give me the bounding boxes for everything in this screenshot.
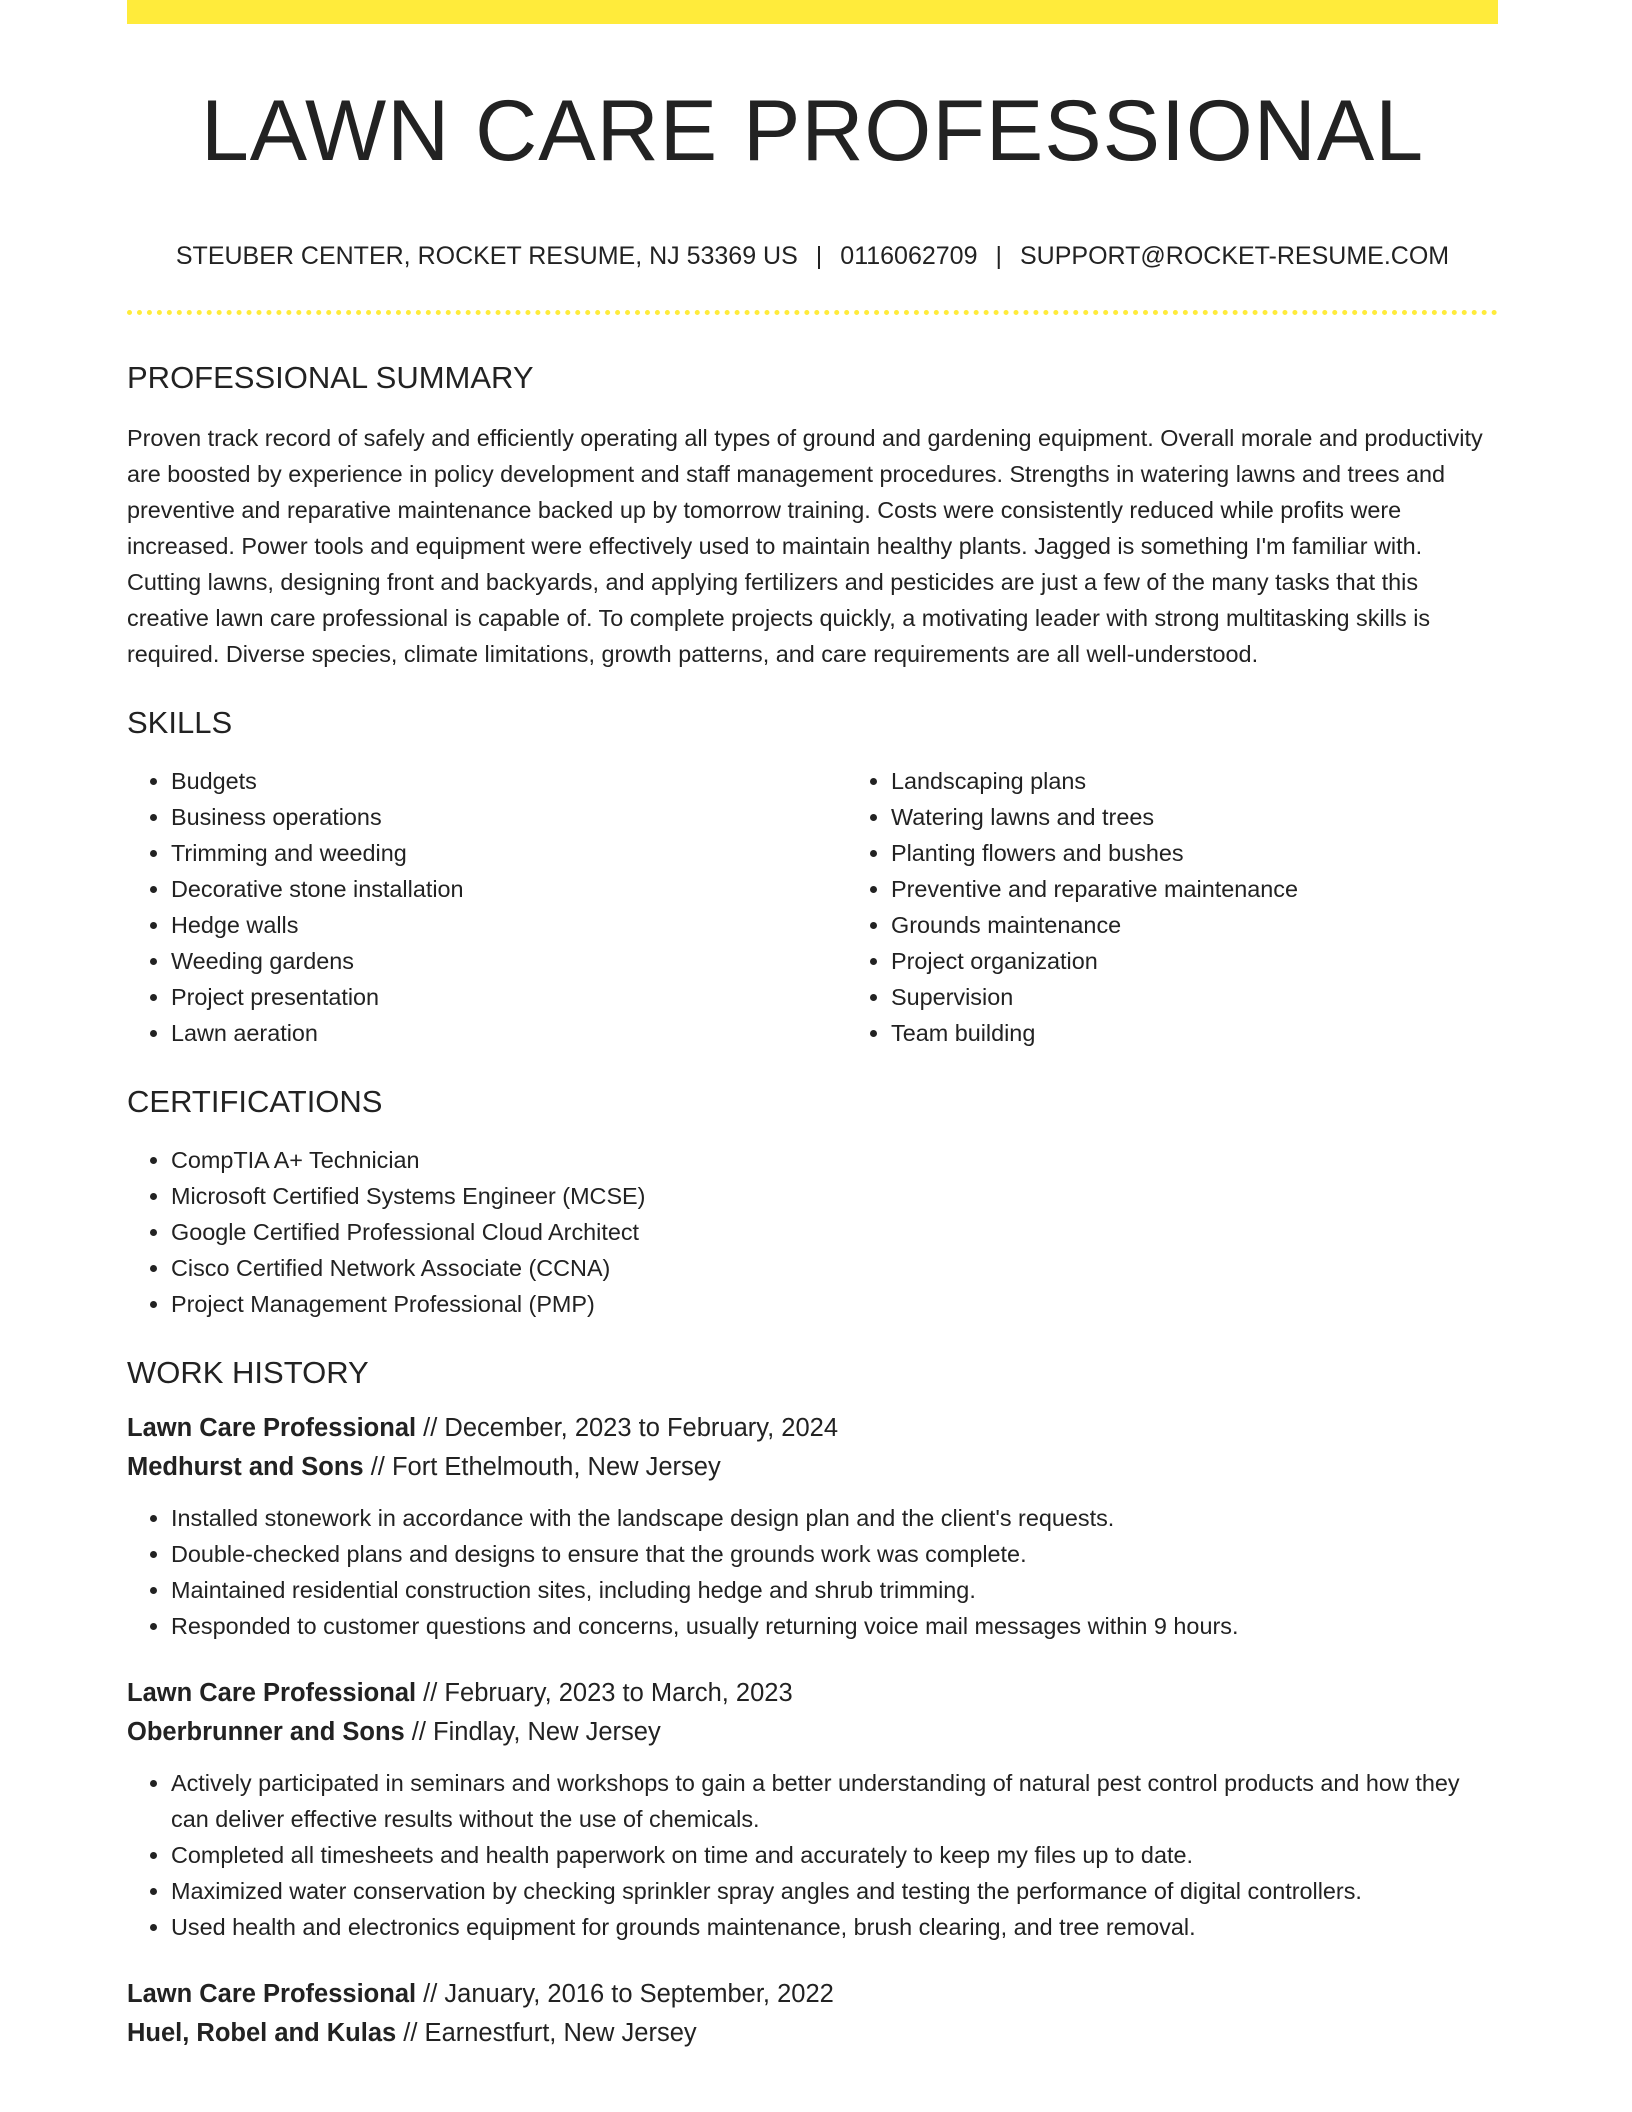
certification-item: • Cisco Certified Network Associate (CCNA) — [171, 1250, 1498, 1286]
dotted-divider — [127, 310, 1498, 315]
job-role-line — [127, 1674, 1498, 1713]
certification-item: • Google Certified Professional Cloud Architect — [171, 1214, 1498, 1250]
contact-email: SUPPORT@ROCKET-RESUME.COM — [1019, 241, 1450, 270]
skill-item: • Business operations — [171, 799, 847, 835]
job-company-line — [127, 1713, 1498, 1752]
job-role: Lawn Care Professional — [127, 1679, 417, 1708]
certification-item: • Microsoft Certified Systems Engineer (MCSE) — [171, 1178, 1498, 1214]
skill-item: • Lawn aeration — [171, 1015, 847, 1051]
skill-item: • Preventive and reparative maintenance — [891, 871, 1498, 907]
job-company: Huel, Robel and Kulas — [127, 2019, 397, 2048]
job-role: Lawn Care Professional — [127, 1414, 417, 1443]
skill-item: • Project presentation — [171, 979, 847, 1015]
contact-separator: | — [815, 241, 823, 270]
contact-address: STEUBER CENTER, ROCKET RESUME, NJ 53369 US — [175, 241, 798, 270]
summary-text: Proven track record of safely and efficiently operating all types of ground and gardening equipment. Overall morale and productivity are boosted by experience in policy development and staff management procedures. Strengths in watering lawns and trees and preventive and reparative maintenance backed up by tomorrow training. Costs were consistently reduced while profits were increased. Power tools and equipment were effectively used to maintain healthy plants. Jagged is something I'm familiar with. Cutting lawns, designing front and backyards, and applying fertilizers and pesticides are just a few of the many tasks that this creative lawn care professional is capable of. To complete projects quickly, a motivating leader with strong multitasking skills is required. Diverse species, climate limitations, growth patterns, and care requirements are all well-understood. — [127, 424, 1483, 667]
job-company-line — [127, 2014, 1498, 2053]
accent-bar — [127, 0, 1498, 24]
job-bullet: • Actively participated in seminars and workshops to gain a better understanding of natural pest control products and how they can deliver effective results without the use of chemicals. — [171, 1765, 1498, 1837]
job-location: // Fort Ethelmouth, New Jersey — [363, 1453, 721, 1482]
skill-item: • Supervision — [891, 979, 1498, 1015]
job-entry — [127, 1674, 1498, 1945]
contact-separator: | — [995, 241, 1002, 270]
job-location: // Findlay, New Jersey — [404, 1718, 661, 1747]
job-bullet: • Maintained residential construction sites, including hedge and shrub trimming. — [171, 1572, 1498, 1608]
work-history-heading: WORK HISTORY — [127, 1355, 369, 1391]
job-entry — [127, 1975, 1498, 2053]
certifications-list — [127, 1142, 1498, 1322]
skill-item: • Weeding gardens — [171, 943, 847, 979]
job-company: Oberbrunner and Sons — [127, 1718, 405, 1747]
job-bullet: • Used health and electronics equipment for grounds maintenance, brush clearing, and tree removal. — [171, 1909, 1498, 1945]
job-company-line — [127, 1448, 1498, 1487]
resume-content — [127, 24, 1498, 2053]
skill-item: • Budgets — [171, 763, 847, 799]
skill-item: • Watering lawns and trees — [891, 799, 1498, 835]
job-dates: // January, 2016 to September, 2022 — [416, 1980, 834, 2009]
skill-item: • Grounds maintenance — [891, 907, 1498, 943]
job-dates: // February, 2023 to March, 2023 — [416, 1679, 793, 1708]
job-bullet: • Installed stonework in accordance with the landscape design plan and the client's requests. — [171, 1500, 1498, 1536]
skill-item: • Team building — [891, 1015, 1498, 1051]
contact-line — [127, 241, 1498, 271]
job-bullet: • Double-checked plans and designs to ensure that the grounds work was complete. — [171, 1536, 1498, 1572]
job-bullets — [127, 1765, 1498, 1945]
certifications-heading: CERTIFICATIONS — [127, 1083, 383, 1119]
summary-heading: PROFESSIONAL SUMMARY — [127, 359, 534, 395]
job-bullet: • Completed all timesheets and health paperwork on time and accurately to keep my files up to date. — [171, 1837, 1498, 1873]
job-role-line — [127, 1975, 1498, 2014]
job-role-line — [127, 1409, 1498, 1448]
certification-item: • Project Management Professional (PMP) — [171, 1286, 1498, 1322]
job-bullet: • Responded to customer questions and concerns, usually returning voice mail messages within 9 hours. — [171, 1608, 1498, 1644]
job-dates: // December, 2023 to February, 2024 — [416, 1414, 839, 1443]
job-role: Lawn Care Professional — [127, 1980, 417, 2009]
skills-list-left — [127, 763, 847, 1051]
contact-phone: 0116062709 — [840, 241, 978, 270]
job-bullets — [127, 1500, 1498, 1644]
job-company: Medhurst and Sons — [127, 1453, 364, 1482]
skill-item: • Decorative stone installation — [171, 871, 847, 907]
skills-list-right — [847, 763, 1498, 1051]
skill-item: • Hedge walls — [171, 907, 847, 943]
job-entry — [127, 1409, 1498, 1644]
job-location: // Earnestfurt, New Jersey — [396, 2019, 697, 2048]
skill-item: • Planting flowers and bushes — [891, 835, 1498, 871]
certification-item: • CompTIA A+ Technician — [171, 1142, 1498, 1178]
skills-heading: SKILLS — [127, 704, 233, 740]
skill-item: • Trimming and weeding — [171, 835, 847, 871]
job-bullet: • Maximized water conservation by checking sprinkler spray angles and testing the performance of digital controllers. — [171, 1873, 1498, 1909]
skill-item: • Landscaping plans — [891, 763, 1498, 799]
skill-item: • Project organization — [891, 943, 1498, 979]
resume-title: LAWN CARE PROFESSIONAL — [200, 83, 1425, 179]
skills-columns — [127, 741, 1498, 1051]
